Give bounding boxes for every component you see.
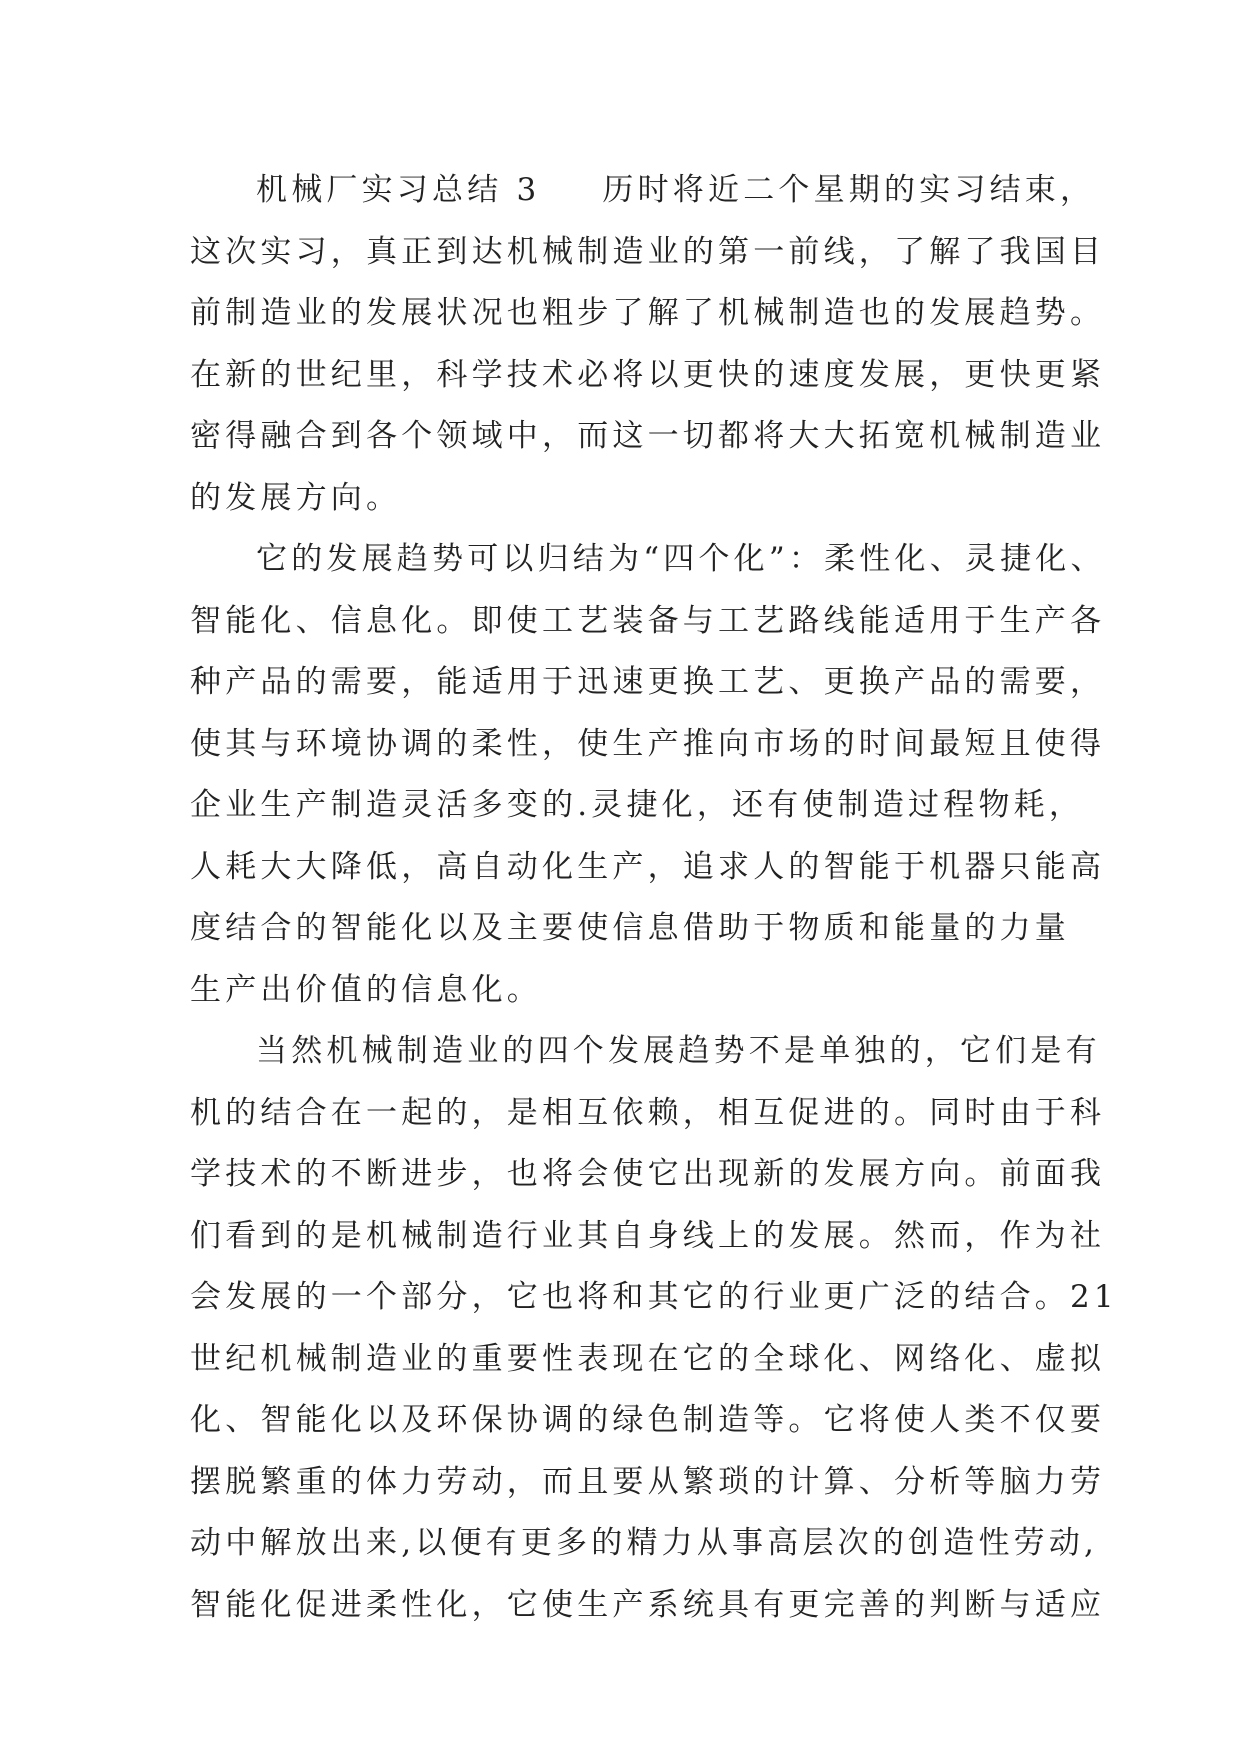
paragraph-line: 密得融合到各个领域中，而这一切都将大大拓宽机械制造业 (190, 418, 1106, 454)
paragraph-line: 企业生产制造灵活多变的.灵捷化，还有使制造过程物耗， (190, 787, 1085, 823)
paragraph-line: 世纪机械制造业的重要性表现在它的全球化、网络化、虚拟 (190, 1340, 1106, 1377)
paragraph-1 (190, 160, 1106, 529)
paragraph-line: 动中解放出来,以便有更多的精力从事高层次的创造性劳动, (190, 1525, 1099, 1561)
paragraph-3 (190, 1021, 1118, 1636)
document-body (190, 160, 1118, 1636)
paragraph-line: 的发展方向。 (190, 479, 402, 516)
paragraph-line: 这次实习，真正到达机械制造业的第一前线，了解了我国目 (190, 233, 1106, 270)
paragraph-line: 使其与环境协调的柔性，使生产推向市场的时间最短且使得 (190, 725, 1106, 762)
paragraph-line: 种产品的需要，能适用于迅速更换工艺、更换产品的需要， (190, 664, 1106, 700)
paragraph-line: 化、智能化以及环保协调的绿色制造等。它将使人类不仅要 (190, 1402, 1106, 1438)
paragraph-2 (190, 529, 1106, 1021)
paragraph-line: 摆脱繁重的体力劳动，而且要从繁琐的计算、分析等脑力劳 (190, 1463, 1106, 1500)
paragraph-line: 智能化、信息化。即使工艺装备与工艺路线能适用于生产各 (190, 602, 1106, 639)
paragraph-line: 生产出价值的信息化。 (190, 971, 542, 1008)
paragraph-line: 当然机械制造业的四个发展趋势不是单独的，它们是有 (256, 1033, 1101, 1069)
paragraph-line: 度结合的智能化以及主要使信息借助于物质和能量的力量 (190, 910, 1070, 946)
paragraph-line: 机的结合在一起的，是相互依赖，相互促进的。同时由于科 (190, 1094, 1106, 1131)
paragraph-line: 会发展的一个部分，它也将和其它的行业更广泛的结合。21 (190, 1279, 1118, 1315)
paragraph-line: 它的发展趋势可以归结为“四个化”：柔性化、灵捷化、 (256, 541, 1106, 577)
document-heading: 机械厂实习总结 3 (256, 172, 541, 208)
paragraph-line: 学技术的不断进步，也将会使它出现新的发展方向。前面我 (190, 1156, 1106, 1192)
paragraph-line: 们看到的是机械制造行业其自身线上的发展。然而，作为社 (190, 1217, 1106, 1254)
paragraph-line (190, 160, 1096, 222)
paragraph-line: 智能化促进柔性化，它使生产系统具有更完善的判断与适应 (190, 1586, 1106, 1623)
paragraph-line: 在新的世纪里，科学技术必将以更快的速度发展，更快更紧 (190, 356, 1106, 393)
paragraph-line: 人耗大大降低，高自动化生产，追求人的智能于机器只能高 (190, 848, 1106, 885)
paragraph-line: 前制造业的发展状况也粗步了解了机械制造也的发展趋势。 (190, 295, 1106, 331)
paragraph-line-text: 历时将近二个星期的实习结束， (602, 172, 1096, 208)
